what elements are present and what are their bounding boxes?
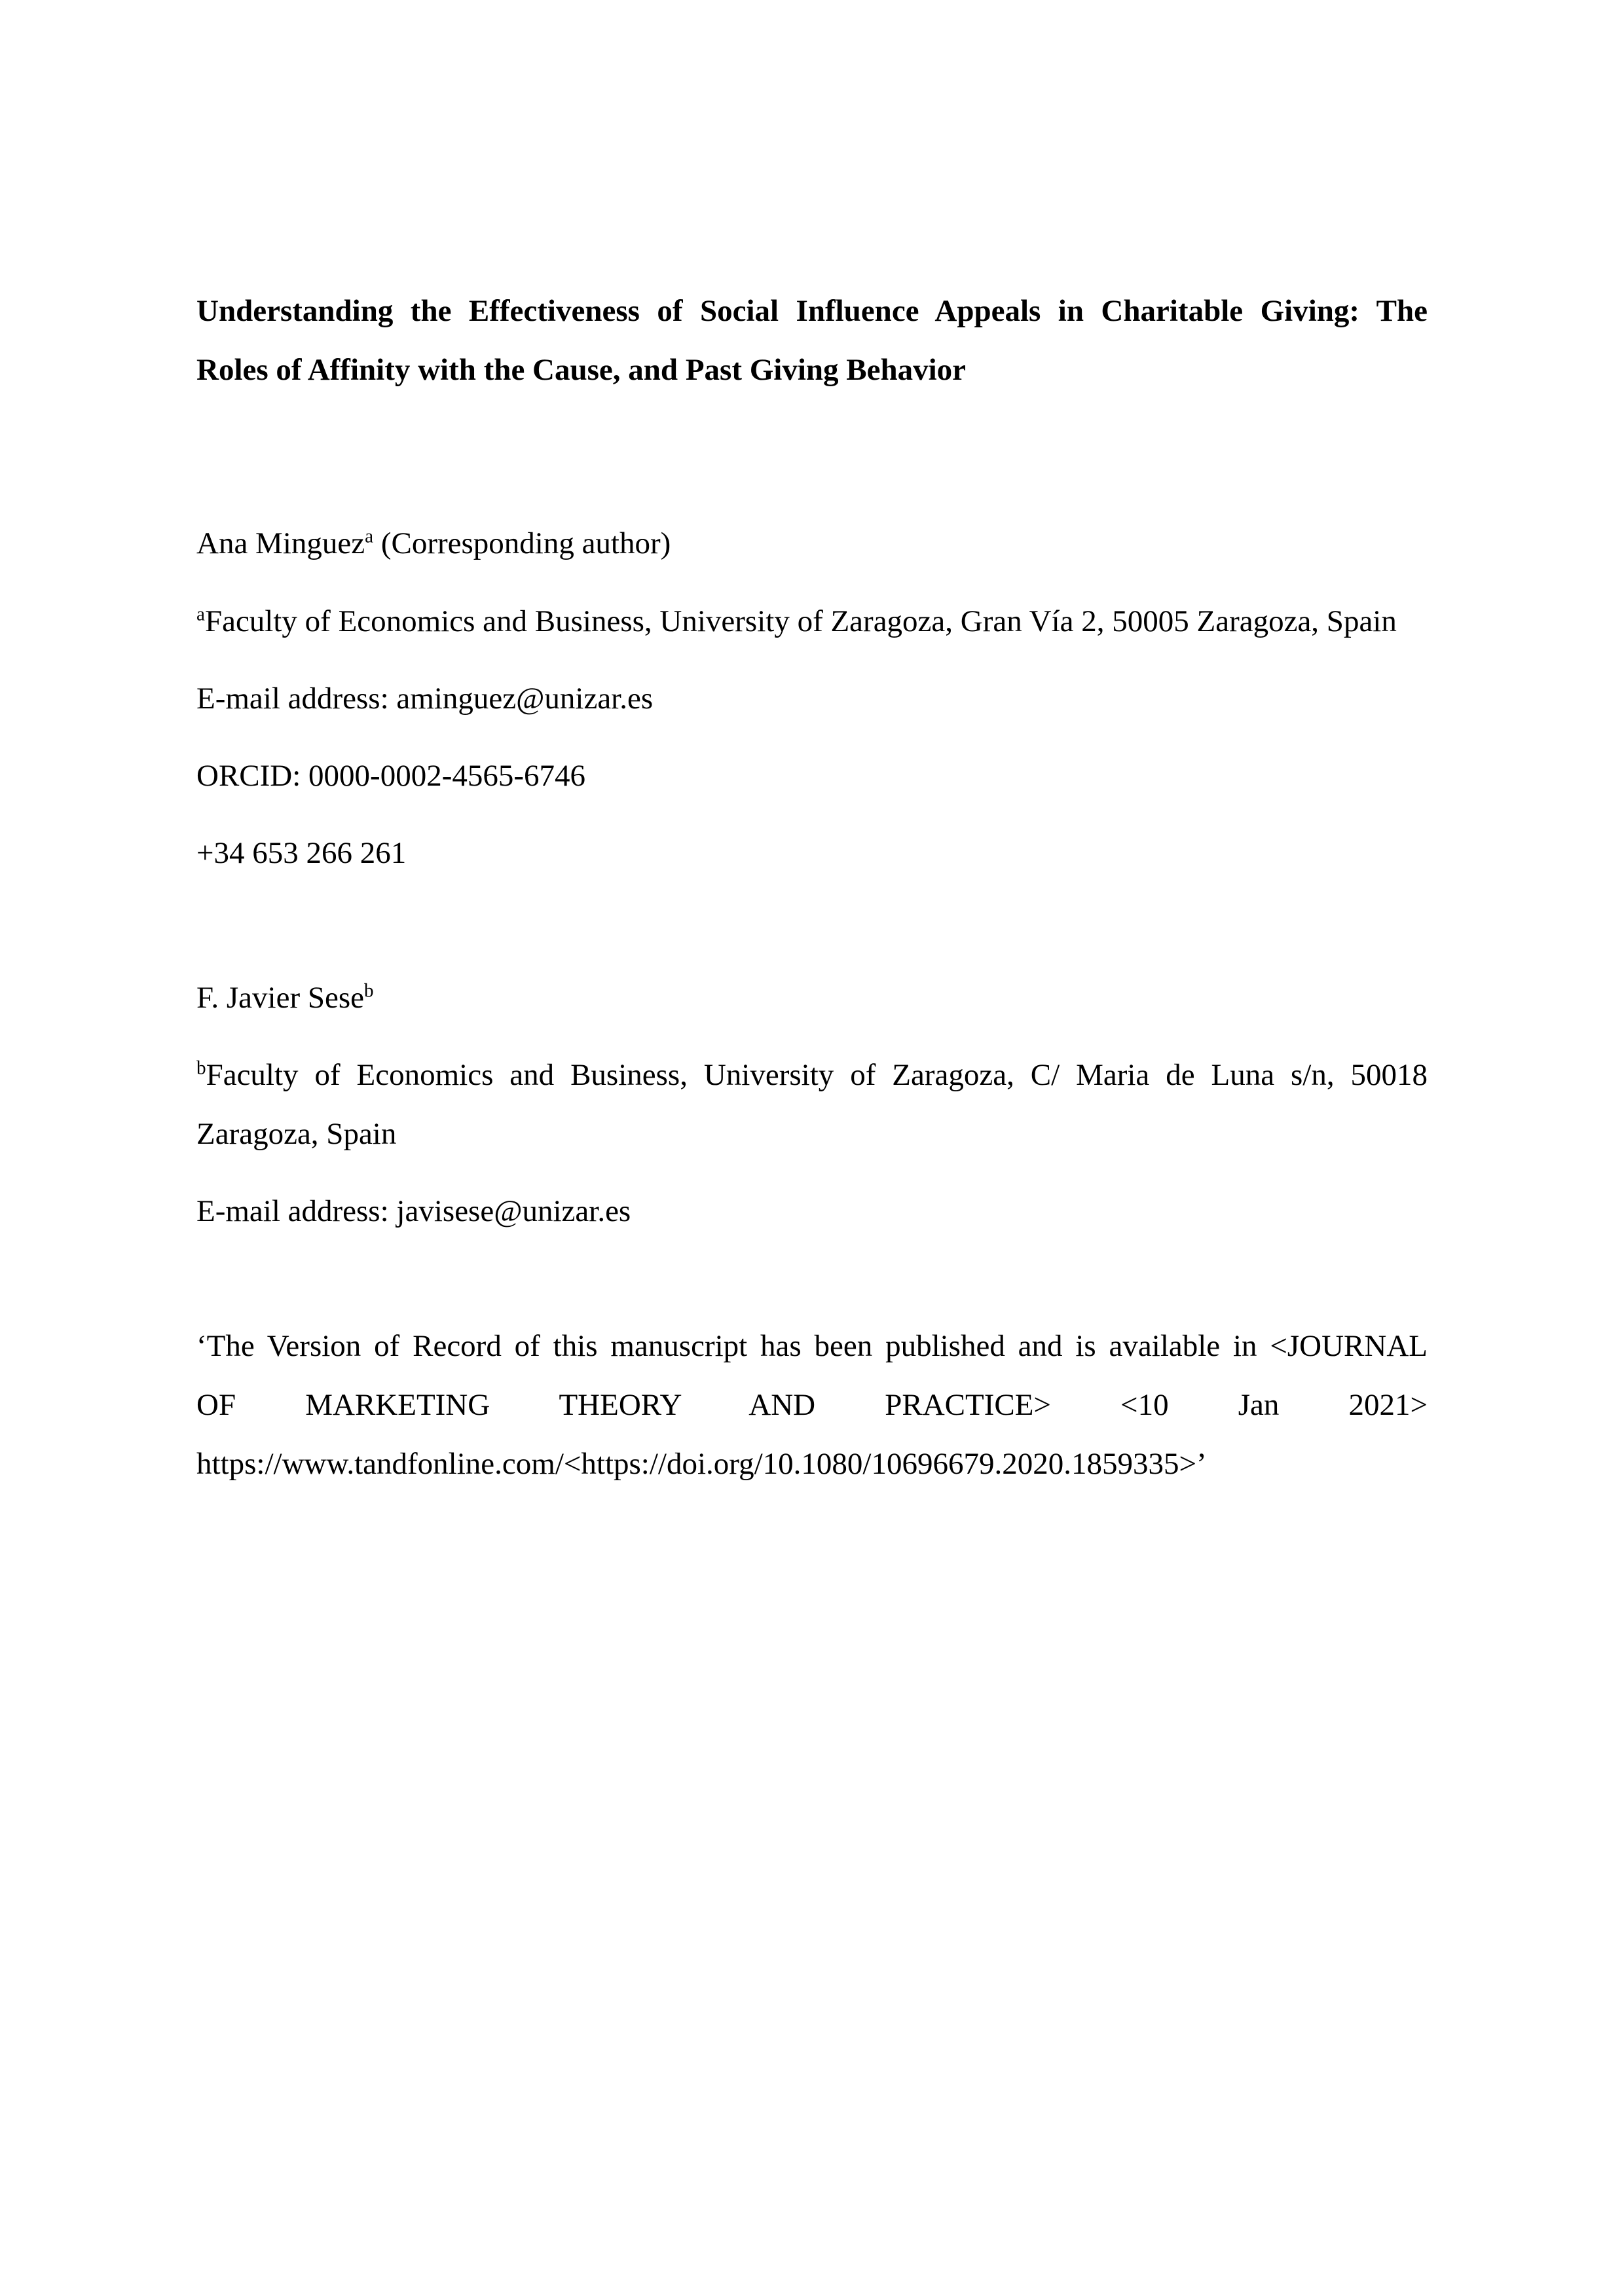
version-note-line-1: ‘The Version of Record of this manuscript has been published and is available in <JOURNAL	[196, 1328, 1428, 1363]
author-2-affiliation-marker: b	[364, 979, 374, 1001]
author-2-name: F. Javier Sese	[196, 980, 364, 1015]
author-1-phone: +34 653 266 261	[196, 836, 407, 871]
top-margin-spacer	[196, 0, 1428, 282]
author-1-orcid: 0000-0002-4565-6746	[308, 759, 586, 793]
author-2-email-label: E-mail address:	[196, 1194, 397, 1229]
page-title-line-2: Roles of Affinity with the Cause, and Past Giving Behavior	[196, 353, 967, 388]
spacer	[196, 728, 1428, 746]
author-2-email: javisese@unizar.es	[396, 1194, 631, 1229]
version-note-spacer	[196, 1241, 1428, 1317]
author-1-role: (Corresponding author)	[380, 526, 671, 561]
author-2-email-line	[196, 1182, 1428, 1241]
page-title	[196, 282, 1428, 399]
author-2-affiliation-superscript: b	[196, 1057, 206, 1079]
page-title-line-1: Understanding the Effectiveness of Social Influence Appeals in Charitable Giving: The	[196, 294, 1428, 328]
author-1-orcid-label: ORCID:	[196, 759, 309, 793]
spacer	[196, 651, 1428, 669]
author-1-affiliation-text: Faculty of Economics and Business, University of Zaragoza, Gran Vía 2, 50005 Zaragoza, Spain	[204, 604, 1397, 638]
spacer	[196, 574, 1428, 592]
spacer	[196, 1163, 1428, 1182]
version-note-doi-line: https://www.tandfonline.com/<https://doi.org/10.1080/10696679.2020.1859335>’	[196, 1447, 1207, 1482]
author-1-orcid-line	[196, 746, 1428, 805]
author-1-email: aminguez@unizar.es	[396, 681, 654, 716]
author-1-name: Ana Minguez	[196, 526, 365, 561]
author-1-name-line	[196, 514, 1428, 573]
page-content-column	[196, 0, 1428, 1493]
author-2-affiliation-text: Faculty of Economics and Business, University of Zaragoza, C/ Maria de Luna s/n, 50018 Zaragoza, Spain	[196, 1057, 1428, 1152]
title-author-spacer	[196, 399, 1428, 514]
author-2-affiliation	[196, 1046, 1428, 1163]
version-note-line-2: OF MARKETING THEORY AND PRACTICE> <10 Jan 2021>	[196, 1387, 1428, 1422]
author-block-spacer	[196, 883, 1428, 968]
author-1-email-label: E-mail address:	[196, 681, 397, 716]
author-1-email-line	[196, 669, 1428, 728]
author-2-name-line	[196, 968, 1428, 1027]
author-1-affiliation-superscript: a	[196, 604, 205, 625]
version-of-record-note	[196, 1317, 1428, 1494]
spacer	[196, 805, 1428, 824]
spacer	[196, 1027, 1428, 1046]
author-1-affiliation-marker: a	[365, 526, 374, 547]
author-1-affiliation	[196, 592, 1428, 651]
